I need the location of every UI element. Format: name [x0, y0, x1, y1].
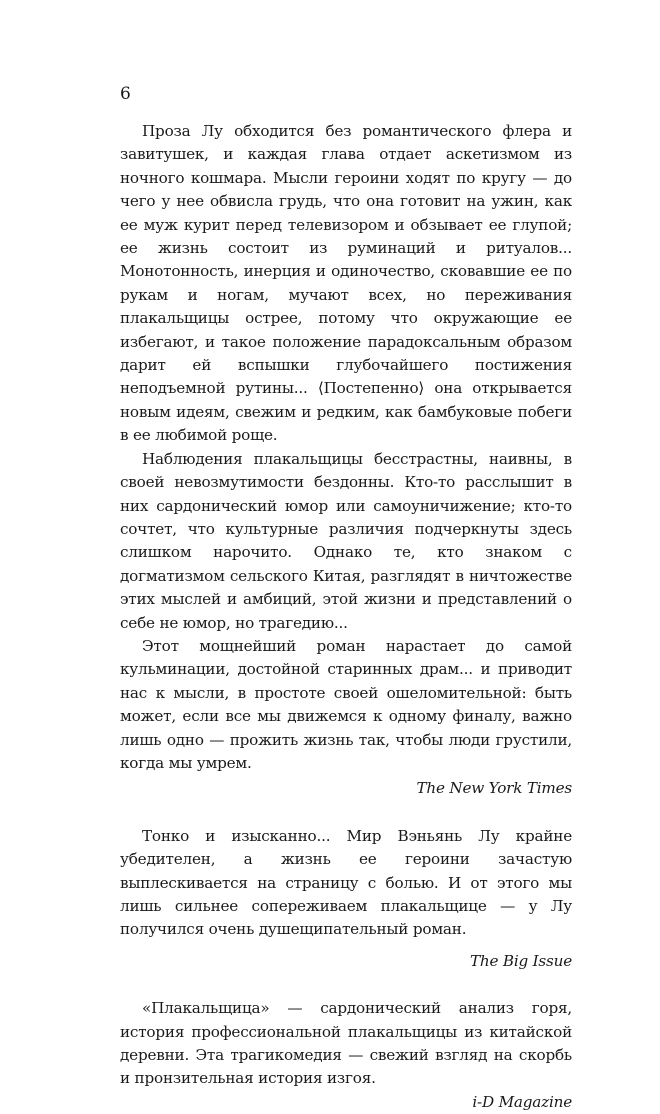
review-id-magazine [120, 997, 572, 1114]
review-source: The New York Times [416, 779, 572, 798]
review-new-york-times [120, 120, 572, 801]
review-paragraph: Проза Лу обходится без романтического флера и завитушек, и каждая глава отдает аскетизмом из ночного кошмара. Мысли героини ходят по кругу — до чего у нее обвисла грудь, что она готовит на ужин, как ее муж курит перед телевизором и обзывает ее глупой; ее жизнь состоит из руминаций и ритуалов... Монотонность, инерция и одиночество, сковавшие ее по рукам и ногам, мучают всех, но переживания плакальщицы острее, потому что окружающие ее избегают, и такое положение парадоксальным образом дарит ей вспышки глубочайшего постижения неподъемной рутины... ⟨Постепенно⟩ она открывается новым идеям, свежим и редким, как бамбуковые побеги в ее любимой роще. [120, 122, 572, 445]
review-paragraph: Наблюдения плакальщицы бесстрастны, наивны, в своей невозмутимости бездонны. Кто-то расслышит в них сардонический юмор или самоуничижение; кто-то сочтет, что культурные различия подчеркнуты здесь слишком нарочито. Однако те, кто знаком с догматизмом сельского Китая, разглядят в ничтожестве этих мыслей и амбиций, этой жизни и представлений о себе не юмор, но трагедию... [120, 449, 572, 632]
review-paragraph: «Плакальщица» — сардонический анализ горя, история профессиональной плакальщицы из китайской деревни. Эта трагикомедия — свежий взгляд на скорбь и пронзительная история изгоя. [120, 999, 572, 1088]
review-source: i-D Magazine [472, 1092, 572, 1111]
page-number: 6 [120, 84, 131, 104]
review-paragraph: Тонко и изысканно... Мир Вэньянь Лу крайне убедителен, а жизнь ее героини зачастую выплескивается на страницу с болью. И от этого мы лишь сильнее сопереживаем плакальщице — у Лу получился очень душещипательный роман. [120, 826, 572, 939]
review-paragraph: Этот мощнейший роман нарастает до самой кульминации, достойной старинных драм... и приводит нас к мысли, в простоте своей ошеломительной: быть может, если все мы движемся к одному финалу, важно лишь одно — прожить жизнь так, чтобы люди грустили, когда мы умрем. [120, 636, 572, 772]
page-content [120, 120, 572, 1114]
review-big-issue [120, 825, 572, 973]
review-source: The Big Issue [469, 951, 572, 970]
